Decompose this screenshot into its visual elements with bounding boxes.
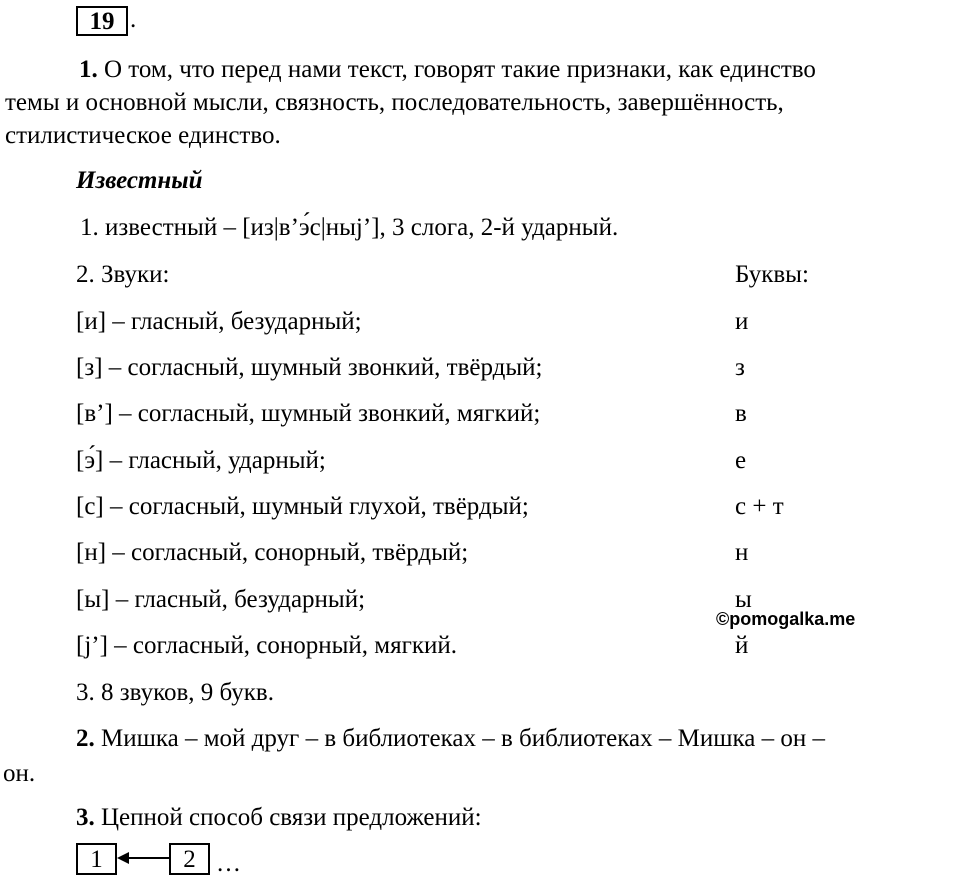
letter-row-6: н: [735, 539, 749, 566]
paragraph-3-text: Цепной способ связи предложений:: [101, 804, 482, 831]
sound-row-1: [и] – гласный, безударный;: [76, 308, 362, 335]
paragraph-3: [76, 805, 482, 830]
paragraph-1-line-3: стилистическое единство.: [5, 122, 281, 149]
chain-box-1: 1: [76, 843, 117, 875]
chain-arrow-icon: [117, 848, 169, 868]
letter-row-1: и: [735, 308, 749, 335]
letter-row-4: е: [735, 447, 747, 474]
paragraph-2-line-2: он.: [3, 760, 36, 787]
chain-box-2: 2: [169, 843, 210, 875]
paragraph-1-line-2: темы и основной мысли, связность, последовательность, завершённость,: [5, 89, 784, 116]
chain-ellipsis: …: [216, 850, 241, 877]
sound-row-7: [ы] – гласный, безударный;: [76, 586, 366, 613]
paragraph-1-label: 1.: [79, 56, 98, 83]
paragraph-2-line-1: [76, 726, 825, 751]
sound-row-5: [с] – согласный, шумный глухой, твёрдый;: [76, 493, 529, 520]
watermark: ©pomogalka.me: [716, 609, 856, 629]
letter-row-3: в: [735, 400, 747, 427]
task-number-dot: .: [130, 6, 137, 33]
analysis-line-1: 1. известный – [из|в’э́с|ныj’], 3 слога, 2-й ударный.: [80, 214, 619, 241]
paragraph-2-label: 2.: [76, 725, 95, 752]
sound-row-8: [j’] – согласный, сонорный, мягкий.: [76, 632, 457, 659]
task-number-box: 19: [76, 6, 128, 36]
sounds-header: 2. Звуки:: [76, 261, 170, 288]
word-heading: Известный: [76, 167, 203, 194]
sound-row-3: [в’] – согласный, шумный звонкий, мягкий;: [76, 400, 541, 427]
letters-header: Буквы:: [735, 261, 809, 288]
sound-row-6: [н] – согласный, сонорный, твёрдый;: [76, 539, 469, 566]
sound-row-2: [з] – согласный, шумный звонкий, твёрдый;: [76, 354, 543, 381]
letter-row-8: й: [735, 632, 749, 659]
paragraph-1-line-1-text: О том, что перед нами текст, говорят такие признаки, как единство: [104, 56, 816, 83]
paragraph-1-line-1: [79, 57, 816, 82]
letter-row-2: з: [735, 354, 745, 381]
letter-row-5: с + т: [735, 493, 784, 520]
letter-row-7: ы: [735, 586, 752, 613]
analysis-summary: 3. 8 звуков, 9 букв.: [76, 679, 274, 706]
sound-row-4: [э́] – гласный, ударный;: [76, 447, 326, 474]
paragraph-3-label: 3.: [76, 804, 95, 831]
paragraph-2-line-1-text: Мишка – мой друг – в библиотеках – в библиотеках – Мишка – он –: [101, 725, 825, 752]
